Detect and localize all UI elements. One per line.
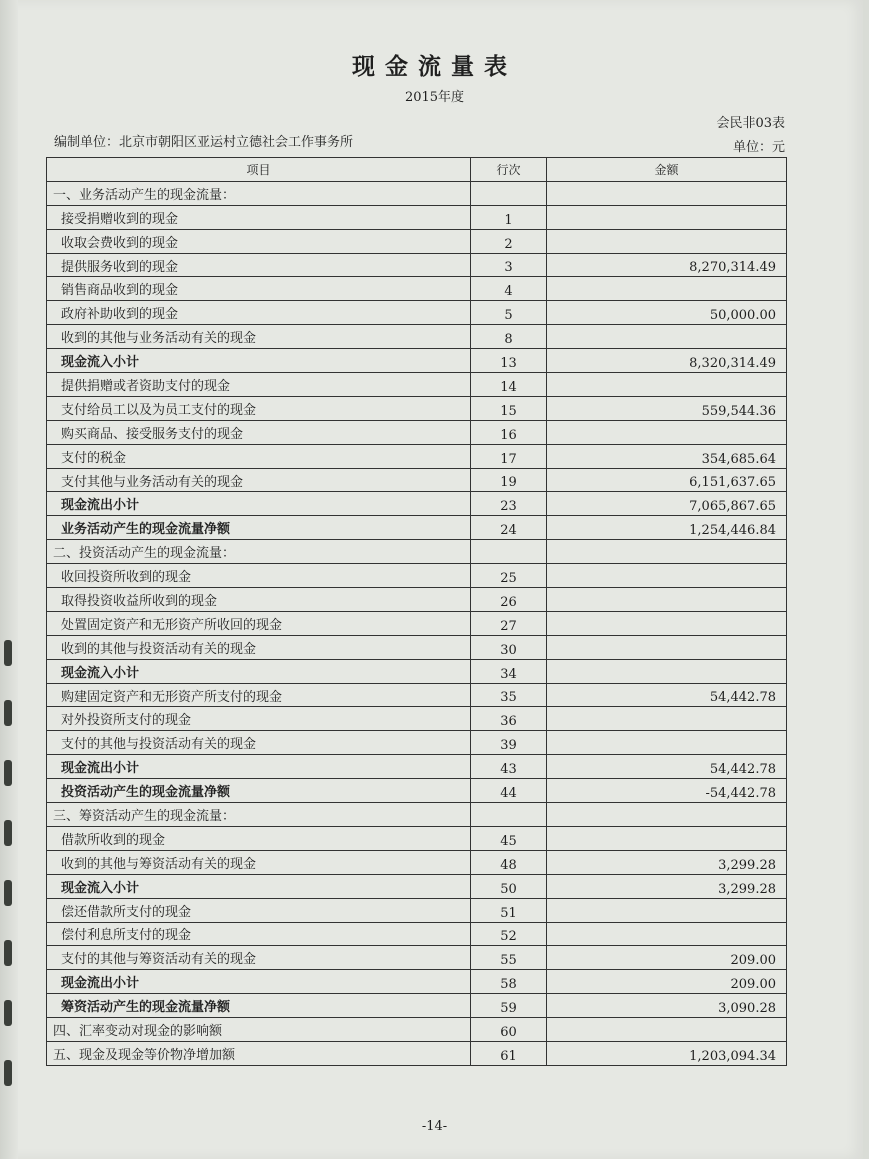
table-row: [47, 468, 787, 492]
row-line-number: 50: [471, 874, 547, 898]
reporting-organization: 编制单位：北京市朝阳区亚运村立德社会工作事务所: [54, 135, 354, 150]
row-amount: 3,090.28: [547, 994, 787, 1018]
row-amount: [547, 803, 787, 827]
row-label: 借款所收到的现金: [47, 826, 471, 850]
row-line-number: 48: [471, 850, 547, 874]
row-label: 一、业务活动产生的现金流量：: [47, 181, 471, 205]
row-line-number: 15: [471, 396, 547, 420]
row-label: 取得投资收益所收到的现金: [47, 588, 471, 612]
binding-hole: [4, 700, 12, 726]
row-line-number: [471, 181, 547, 205]
table-row: [47, 803, 787, 827]
row-line-number: 3: [471, 253, 547, 277]
row-label: 提供服务收到的现金: [47, 253, 471, 277]
row-line-number: 52: [471, 922, 547, 946]
table-row: [47, 898, 787, 922]
table-row: [47, 970, 787, 994]
row-label: 投资活动产生的现金流量净额: [47, 779, 471, 803]
row-line-number: 19: [471, 468, 547, 492]
table-row: [47, 779, 787, 803]
page-number: -14-: [421, 1119, 448, 1134]
row-label: 支付的其他与筹资活动有关的现金: [47, 946, 471, 970]
row-label: 处置固定资产和无形资产所收回的现金: [47, 611, 471, 635]
row-amount: [547, 659, 787, 683]
row-amount: 54,442.78: [547, 755, 787, 779]
row-line-number: 25: [471, 564, 547, 588]
table-row: [47, 611, 787, 635]
row-amount: [547, 540, 787, 564]
row-line-number: 24: [471, 516, 547, 540]
row-label: 支付的税金: [47, 444, 471, 468]
row-label: 支付其他与业务活动有关的现金: [47, 468, 471, 492]
row-amount: [547, 205, 787, 229]
row-amount: [547, 277, 787, 301]
report-year: 2015年度: [404, 90, 465, 105]
table-row: [47, 181, 787, 205]
row-amount: [547, 707, 787, 731]
table-row: [47, 253, 787, 277]
row-line-number: 16: [471, 420, 547, 444]
table-row: [47, 420, 787, 444]
row-line-number: 8: [471, 325, 547, 349]
row-line-number: 1: [471, 205, 547, 229]
row-amount: [547, 826, 787, 850]
table-row: [47, 659, 787, 683]
row-line-number: 39: [471, 731, 547, 755]
row-line-number: 36: [471, 707, 547, 731]
table-row: [47, 396, 787, 420]
header-line-number: 行次: [471, 158, 547, 182]
row-line-number: 14: [471, 373, 547, 397]
row-amount: [547, 611, 787, 635]
row-amount: [547, 373, 787, 397]
header-item: 项目: [47, 158, 471, 182]
row-amount: [547, 325, 787, 349]
row-amount: 1,203,094.34: [547, 1041, 787, 1065]
row-line-number: 45: [471, 826, 547, 850]
row-line-number: 4: [471, 277, 547, 301]
table-row: [47, 946, 787, 970]
row-label: 现金流入小计: [47, 659, 471, 683]
row-label: 收到的其他与投资活动有关的现金: [47, 635, 471, 659]
table-row: [47, 635, 787, 659]
binding-hole: [4, 640, 12, 666]
table-row: [47, 683, 787, 707]
row-amount: 6,151,637.65: [547, 468, 787, 492]
binding-hole: [4, 880, 12, 906]
table-row: [47, 516, 787, 540]
row-amount: 8,270,314.49: [547, 253, 787, 277]
binding-hole: [4, 760, 12, 786]
row-line-number: 58: [471, 970, 547, 994]
document-title: 现金流量表: [352, 53, 517, 80]
row-line-number: 17: [471, 444, 547, 468]
table-row: [47, 1018, 787, 1042]
binding-hole: [4, 1000, 12, 1026]
row-line-number: 59: [471, 994, 547, 1018]
row-amount: [547, 922, 787, 946]
table-row: [47, 874, 787, 898]
row-label: 销售商品收到的现金: [47, 277, 471, 301]
cash-flow-table: [46, 157, 787, 1066]
row-amount: 209.00: [547, 970, 787, 994]
table-row: [47, 444, 787, 468]
row-amount: [547, 181, 787, 205]
row-label: 偿付利息所支付的现金: [47, 922, 471, 946]
row-amount: [547, 229, 787, 253]
row-line-number: [471, 803, 547, 827]
row-amount: -54,442.78: [547, 779, 787, 803]
row-label: 支付的其他与投资活动有关的现金: [47, 731, 471, 755]
row-label: 购建固定资产和无形资产所支付的现金: [47, 683, 471, 707]
row-label: 五、现金及现金等价物净增加额: [47, 1041, 471, 1065]
row-amount: 3,299.28: [547, 874, 787, 898]
header-amount: 金额: [547, 158, 787, 182]
row-line-number: 26: [471, 588, 547, 612]
row-line-number: 55: [471, 946, 547, 970]
row-line-number: [471, 540, 547, 564]
row-line-number: 44: [471, 779, 547, 803]
row-amount: [547, 1018, 787, 1042]
row-line-number: 30: [471, 635, 547, 659]
row-line-number: 13: [471, 349, 547, 373]
row-line-number: 43: [471, 755, 547, 779]
table-row: [47, 850, 787, 874]
table-row: [47, 731, 787, 755]
table-row: [47, 373, 787, 397]
row-amount: 559,544.36: [547, 396, 787, 420]
row-label: 业务活动产生的现金流量净额: [47, 516, 471, 540]
row-label: 购买商品、接受服务支付的现金: [47, 420, 471, 444]
row-line-number: 2: [471, 229, 547, 253]
binding-hole: [4, 940, 12, 966]
row-label: 政府补助收到的现金: [47, 301, 471, 325]
table-row: [47, 325, 787, 349]
row-amount: [547, 564, 787, 588]
table-row: [47, 707, 787, 731]
row-label: 收到的其他与业务活动有关的现金: [47, 325, 471, 349]
row-label: 四、汇率变动对现金的影响额: [47, 1018, 471, 1042]
row-label: 现金流出小计: [47, 755, 471, 779]
row-label: 收到的其他与筹资活动有关的现金: [47, 850, 471, 874]
binding-strip: [0, 0, 18, 1159]
row-amount: 7,065,867.65: [547, 492, 787, 516]
row-amount: [547, 898, 787, 922]
table-row: [47, 922, 787, 946]
table-row: [47, 205, 787, 229]
row-amount: [547, 731, 787, 755]
row-amount: [547, 588, 787, 612]
row-label: 提供捐赠或者资助支付的现金: [47, 373, 471, 397]
row-amount: 354,685.64: [547, 444, 787, 468]
row-line-number: 34: [471, 659, 547, 683]
table-row: [47, 229, 787, 253]
row-line-number: 27: [471, 611, 547, 635]
binding-hole: [4, 820, 12, 846]
row-amount: 3,299.28: [547, 850, 787, 874]
table-row: [47, 492, 787, 516]
table-row: [47, 349, 787, 373]
row-amount: 8,320,314.49: [547, 349, 787, 373]
table-row: [47, 1041, 787, 1065]
row-line-number: 60: [471, 1018, 547, 1042]
row-label: 筹资活动产生的现金流量净额: [47, 994, 471, 1018]
row-amount: 54,442.78: [547, 683, 787, 707]
row-label: 收回投资所收到的现金: [47, 564, 471, 588]
row-label: 三、筹资活动产生的现金流量：: [47, 803, 471, 827]
row-amount: 209.00: [547, 946, 787, 970]
table-row: [47, 564, 787, 588]
table-row: [47, 826, 787, 850]
table-header-row: [47, 158, 787, 182]
table-row: [47, 994, 787, 1018]
binding-hole: [4, 1060, 12, 1086]
row-amount: [547, 420, 787, 444]
row-line-number: 35: [471, 683, 547, 707]
row-amount: 1,254,446.84: [547, 516, 787, 540]
row-line-number: 5: [471, 301, 547, 325]
row-label: 现金流出小计: [47, 492, 471, 516]
currency-unit: 单位：元: [732, 140, 785, 155]
row-label: 收取会费收到的现金: [47, 229, 471, 253]
row-label: 二、投资活动产生的现金流量：: [47, 540, 471, 564]
row-line-number: 51: [471, 898, 547, 922]
table-row: [47, 588, 787, 612]
table-row: [47, 755, 787, 779]
form-number: 会民非03表: [716, 116, 785, 131]
row-label: 现金流入小计: [47, 874, 471, 898]
row-amount: [547, 635, 787, 659]
row-label: 接受捐赠收到的现金: [47, 205, 471, 229]
row-label: 现金流出小计: [47, 970, 471, 994]
row-label: 偿还借款所支付的现金: [47, 898, 471, 922]
row-line-number: 23: [471, 492, 547, 516]
table-row: [47, 277, 787, 301]
row-label: 支付给员工以及为员工支付的现金: [47, 396, 471, 420]
table-row: [47, 540, 787, 564]
row-amount: 50,000.00: [547, 301, 787, 325]
row-label: 对外投资所支付的现金: [47, 707, 471, 731]
row-label: 现金流入小计: [47, 349, 471, 373]
table-row: [47, 301, 787, 325]
row-line-number: 61: [471, 1041, 547, 1065]
